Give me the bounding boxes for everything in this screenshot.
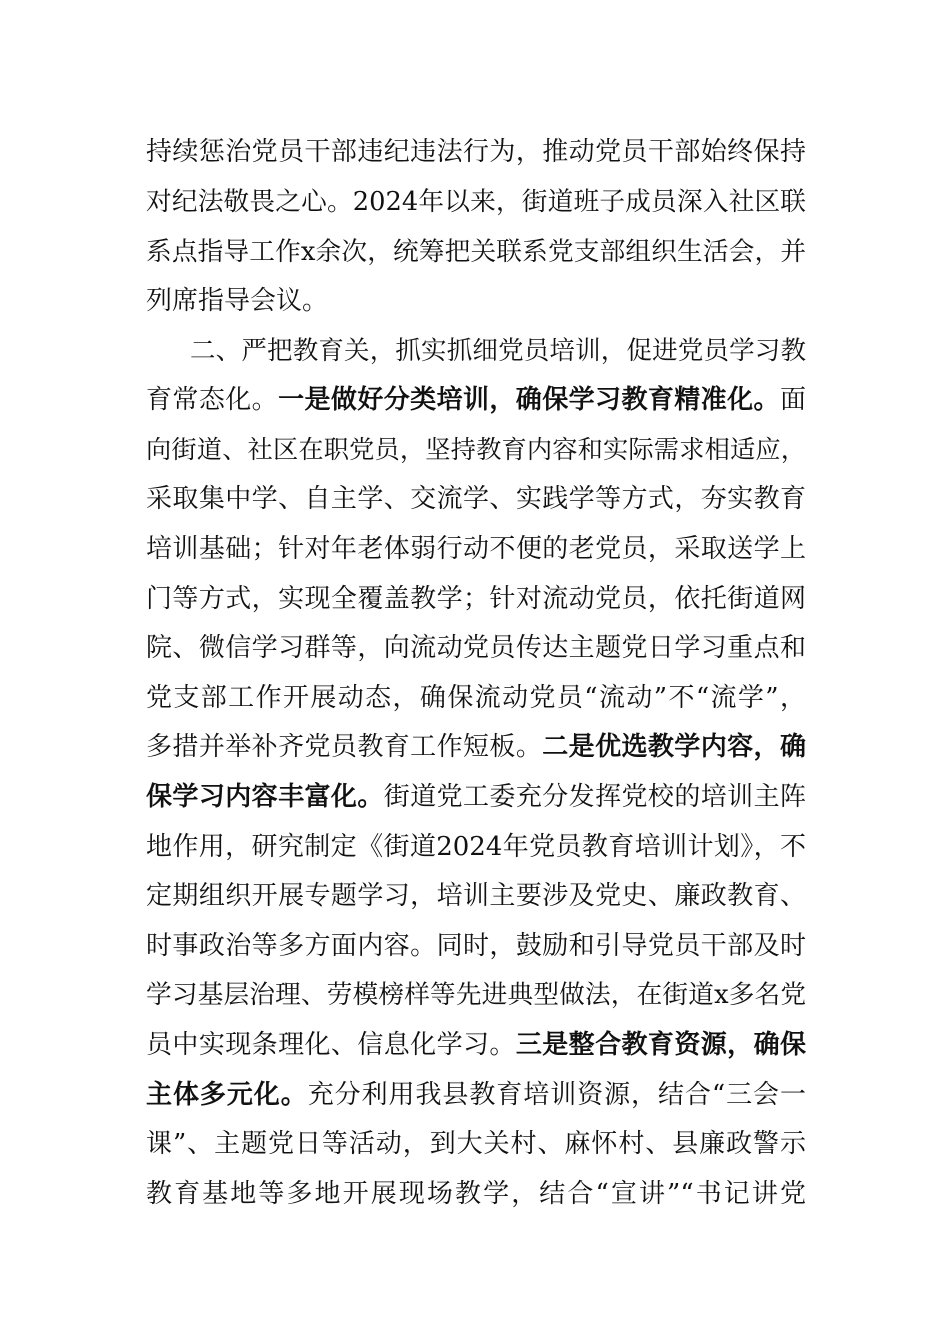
text-segment: 多措并举补齐党员教育工作短板。 (146, 732, 543, 762)
text-line-18 (146, 970, 806, 1020)
bold-heading-segment: 二是优选教学内容，确 (542, 732, 806, 762)
text-segment: 定期组织开展专题学习，培训主要涉及党史、廉政教育、 (146, 881, 806, 911)
text-segment: 学习基层治理、劳模榜样等先进典型做法，在街道x多名党 (146, 980, 806, 1010)
text-segment: 员中实现条理化、信息化学习。 (146, 1030, 516, 1060)
text-segment: 面 (779, 385, 806, 415)
text-segment: 充分利用我县教育培训资源，结合“三会一 (307, 1080, 806, 1110)
text-line-2 (146, 177, 806, 227)
text-segment: 教育基地等多地开展现场教学，结合“宣讲”“书记讲党 (146, 1179, 806, 1209)
text-segment: 课”、主题党日等活动，到大关村、麻怀村、县廉政警示 (146, 1129, 806, 1159)
text-segment: 对纪法敬畏之心。2024年以来，街道班子成员深入社区联 (146, 187, 806, 217)
text-line-17 (146, 921, 806, 971)
text-segment: 育常态化。 (146, 385, 279, 415)
text-segment: 门等方式，实现全覆盖教学；针对流动党员，依托街道网 (146, 584, 806, 614)
text-line-11 (146, 623, 806, 673)
text-segment: 院、微信学习群等，向流动党员传达主题党日学习重点和 (146, 633, 806, 663)
text-line-16 (146, 871, 806, 921)
text-line-19 (146, 1020, 806, 1070)
text-line-12 (146, 673, 806, 723)
text-line-8 (146, 474, 806, 524)
text-segment: 列席指导会议。 (146, 286, 329, 316)
text-segment: 培训基础；针对年老体弱行动不便的老党员，采取送学上 (146, 534, 806, 564)
text-segment: 持续惩治党员干部违纪违法行为，推动党员干部始终保持 (146, 137, 806, 167)
text-segment: 时事政治等多方面内容。同时，鼓励和引导党员干部及时 (146, 931, 806, 961)
text-line-9 (146, 524, 806, 574)
bold-heading-segment: 主体多元化。 (146, 1080, 308, 1110)
text-segment: 向街道、社区在职党员，坚持教育内容和实际需求相适应， (146, 435, 806, 464)
text-line-1 (146, 127, 806, 177)
text-line-5 (190, 326, 806, 376)
text-line-13 (146, 722, 806, 772)
text-line-21 (146, 1119, 806, 1169)
text-segment: 二、严把教育关，抓实抓细党员培训，促进党员学习教 (190, 336, 806, 366)
text-line-15 (146, 822, 806, 872)
text-segment: 系点指导工作x余次，统筹把关联系党支部组织生活会，并 (146, 237, 806, 267)
text-segment: 街道党工委充分发挥党校的培训主阵 (383, 782, 806, 812)
text-line-14 (146, 772, 806, 822)
text-line-20 (146, 1070, 806, 1120)
text-line-4 (146, 276, 806, 326)
text-segment: 采取集中学、自主学、交流学、实践学等方式，夯实教育 (146, 484, 806, 514)
text-line-7 (146, 425, 806, 475)
text-line-3 (146, 227, 806, 277)
text-line-10 (146, 574, 806, 624)
bold-heading-segment: 保学习内容丰富化。 (146, 782, 384, 812)
text-segment: 地作用，研究制定《街道2024年党员教育培训计划》，不 (146, 832, 806, 862)
bold-heading-segment: 一是做好分类培训，确保学习教育精准化。 (278, 385, 780, 415)
text-line-22 (146, 1169, 806, 1219)
bold-heading-segment: 三是整合教育资源，确保 (515, 1030, 806, 1060)
text-segment: 党支部工作开展动态，确保流动党员“流动”不“流学”， (146, 683, 806, 713)
text-line-6 (146, 375, 806, 425)
